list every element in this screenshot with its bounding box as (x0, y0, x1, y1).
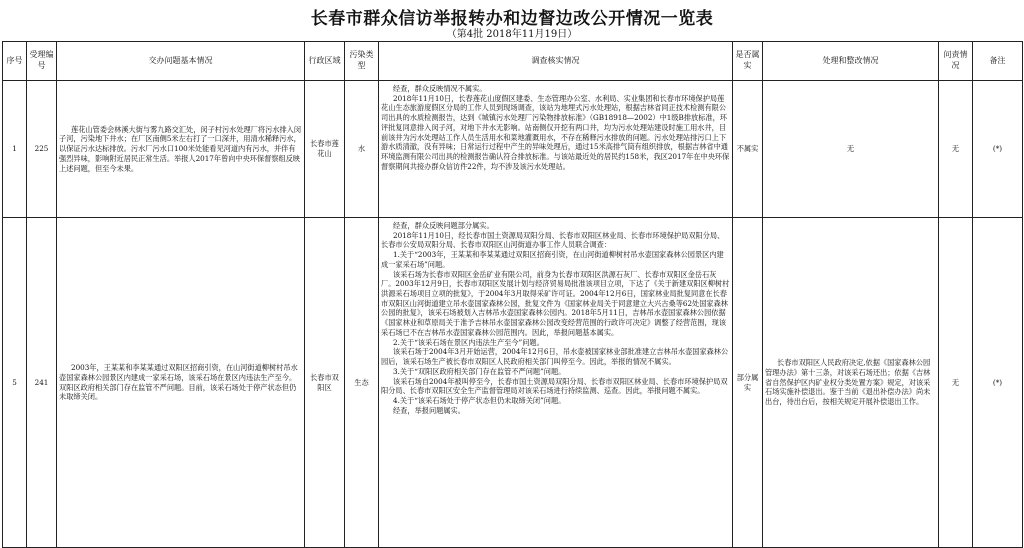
document-title: 长春市群众信访举报转办和边督边改公开情况一览表 (310, 9, 714, 29)
header-rectification: 处理和整改情况 (763, 42, 939, 81)
header-issue: 交办问题基本情况 (57, 42, 305, 81)
cell-rectification-paragraph: 长春市双阳区人民政府决定,依据《国家森林公园管理办法》第十三条，对该采石场还出；依据《吉林省自然保护区内矿业权分类处置方案》规定，对该采石场实施补偿退出。鉴于当前《退出补偿办法》尚未出台，待出台后，按相关规定开展补偿退出工作。 (765, 358, 931, 407)
cell-investigation-paragraph: 该采石场自2004年被叫停至今，长春市国土资源局双阳分局、长春市双阳区林业局、长春市环境保护局双阳分局、长春市双阳区安全生产监督管理局对该采石场进行持续监测、巡查。因此，举报问题不属实。 (381, 376, 728, 396)
header-pollution: 污染类型 (345, 42, 379, 81)
disclosure-table (2, 41, 1023, 548)
cell-id: 241 (27, 218, 57, 548)
cell-issue (57, 218, 305, 548)
cell-investigation-paragraph: 3.关于“双阳区政府相关部门存在监管不严问题”问题。 (393, 366, 566, 376)
cell-investigation (379, 81, 733, 218)
cell-investigation (379, 218, 733, 548)
table-header-row (3, 42, 1023, 81)
cell-investigation-paragraph: 2018年11月10日，经长春市国土资源局双阳分局、长春市双阳区林业局、长春市环境保护局双阳分局、长春市公安局双阳分局、长春市双阳区山河街道办事工作人员联合调查： (381, 230, 725, 250)
header-remarks: 备注 (973, 42, 1023, 81)
cell-investigation-paragraph: 该采石场于2004年3月开始运营，2004年12月6日，吊水壶被国家林业部批准建立吉林吊水壶国家森林公园后，该采石场生产被长春市双阳区人民政府相关部门叫停至今。因此，举报的情况不属实。 (381, 347, 729, 367)
cell-remarks: (*) (973, 218, 1023, 548)
header-verified: 是否属实 (733, 42, 763, 81)
cell-investigation-paragraph: 经查，群众反映情况不属实。 (393, 84, 487, 93)
cell-investigation-paragraph: 1.关于“2003年，王某某和李某某通过双阳区招商引资，在山河街道柳树村吊水壶国家森林公园景区内建成一家采石场”问题。 (381, 250, 724, 269)
cell-seq: 5 (3, 218, 27, 548)
header-seq: 序号 (3, 42, 27, 81)
table-row (3, 81, 1023, 218)
cell-issue-text: 2003年，王某某和李某某通过双阳区招商引资，在山河街道柳树村吊水壶国家森林公园景区内建成一家采石场，该采石场在景区内违法生产至今。双阳区政府相关部门存在监管不严问题。目前，该采石场处于停产状态但仍未取缔关闭。 (59, 363, 298, 402)
cell-region: 长春市莲花山 (305, 81, 345, 218)
cell-investigation-paragraph: 4.关于“该采石场处于停产状态但仍未取缔关闭”问题。 (393, 395, 566, 405)
cell-investigation-paragraph: 2018年11月10日，长春莲花山度假区建委、生态管理办公室、水利局、实业集团和长春市环境保护局莲花山生态旅游度假区分局的工作人员到现场调查，该站为地埋式污水处理站，根据吉林省同正技术检测有限公司出具的水质检测报告，达到《城镇污水处理厂污染物排放标准》（GB18918—2002）中1级B排放标准，环评批复同意排入闵子河，对地下井水无影响。站南侧仅开挖有两口井，均为污水处理站建设时施工用水井，目前该井为污水处理站工作人员生活用水和菜地灌溉用水，不存在稀释污水排放的问题。污水处理站排污口上下游水质清澈，没有异味；日常运行过程中产生的异味处理后，通过15米高排气筒有组织排放，根据吉林省中通环境监测有限公司出具的检测报告确认符合排放标准。与该站最近处的居民约158米，我区2017年在中央环保督察期间共接办群众信访件22件，均不涉及该污水处理站。 (381, 93, 730, 171)
cell-verified: 部分属实 (733, 218, 763, 548)
cell-rectification (763, 81, 939, 218)
cell-remarks: (*) (973, 81, 1023, 218)
cell-pollution: 水 (345, 81, 379, 218)
cell-issue-text: 莲花山管委会林溪大街与雾九路交汇处，闵子村污水处理厂将污水排入闵子河，污染地下井水；在厂区南侧5米左右打了一口深井，用清水稀释污水，以保证污水达标排放。污水厂污水口100米处能看见河道内有污水，并伴有强烈异味，影响附近居民正常生活。举报人2017年曾向中央环保督察组反映上述问题，但至今未果。 (59, 124, 302, 173)
cell-rectification (763, 218, 939, 548)
cell-verified: 不属实 (733, 81, 763, 218)
document-subtitle: （第4批 2018年11月19日） (446, 29, 578, 40)
cell-issue (57, 81, 305, 218)
cell-pollution: 生态 (345, 218, 379, 548)
cell-id: 225 (27, 81, 57, 218)
cell-accountability: 无 (939, 218, 973, 548)
cell-investigation-paragraph: 经查，举报问题属实。 (393, 405, 465, 415)
header-investigation: 调查核实情况 (379, 42, 733, 81)
cell-rectification-paragraph: 无 (846, 144, 855, 154)
cell-region: 长春市双阳区 (305, 218, 345, 548)
cell-seq: 1 (3, 81, 27, 218)
cell-investigation-paragraph: 该采石场为长春市双阳区金岳矿业有限公司，前身为长春市双阳区洪源石灰厂、长春市双阳区金岳石灰厂。2003年12月9日，长春市双阳区发展计划与经济贸易局批准该项目立项，下达了《关于新建双阳区柳树村洪源采石场项目立项的批复》，于2004年3月取得采矿许可证。2004年12月6日，国家林业局批复同意在长春市双阳区山河街道建立吊水壶国家森林公园，批复文件为《国家林业局关于同意建立大兴古桑等62处国家森林公园的批复》，该采石场被划入吉林吊水壶国家森林公园内。2018年5月11日，吉林吊水壶国家森林公园依据《国家林业和草原局关于准予吉林吊水壶国家森林公园改变经营范围的行政许可决定》调整了经营范围，现该采石场已不在吉林吊水壶国家森林公园范围内。因此，举报问题基本属实。 (381, 269, 730, 337)
cell-accountability: 无 (939, 81, 973, 218)
header-region: 行政区域 (305, 42, 345, 81)
header-accountability: 问责情况 (939, 42, 973, 81)
header-id: 受理编号 (27, 42, 57, 81)
table-row (3, 218, 1023, 548)
cell-investigation-paragraph: 经查，群众反映问题部分属实。 (393, 221, 494, 230)
cell-investigation-paragraph: 2.关于“该采石场在景区内违法生产至今”问题。 (393, 337, 544, 347)
